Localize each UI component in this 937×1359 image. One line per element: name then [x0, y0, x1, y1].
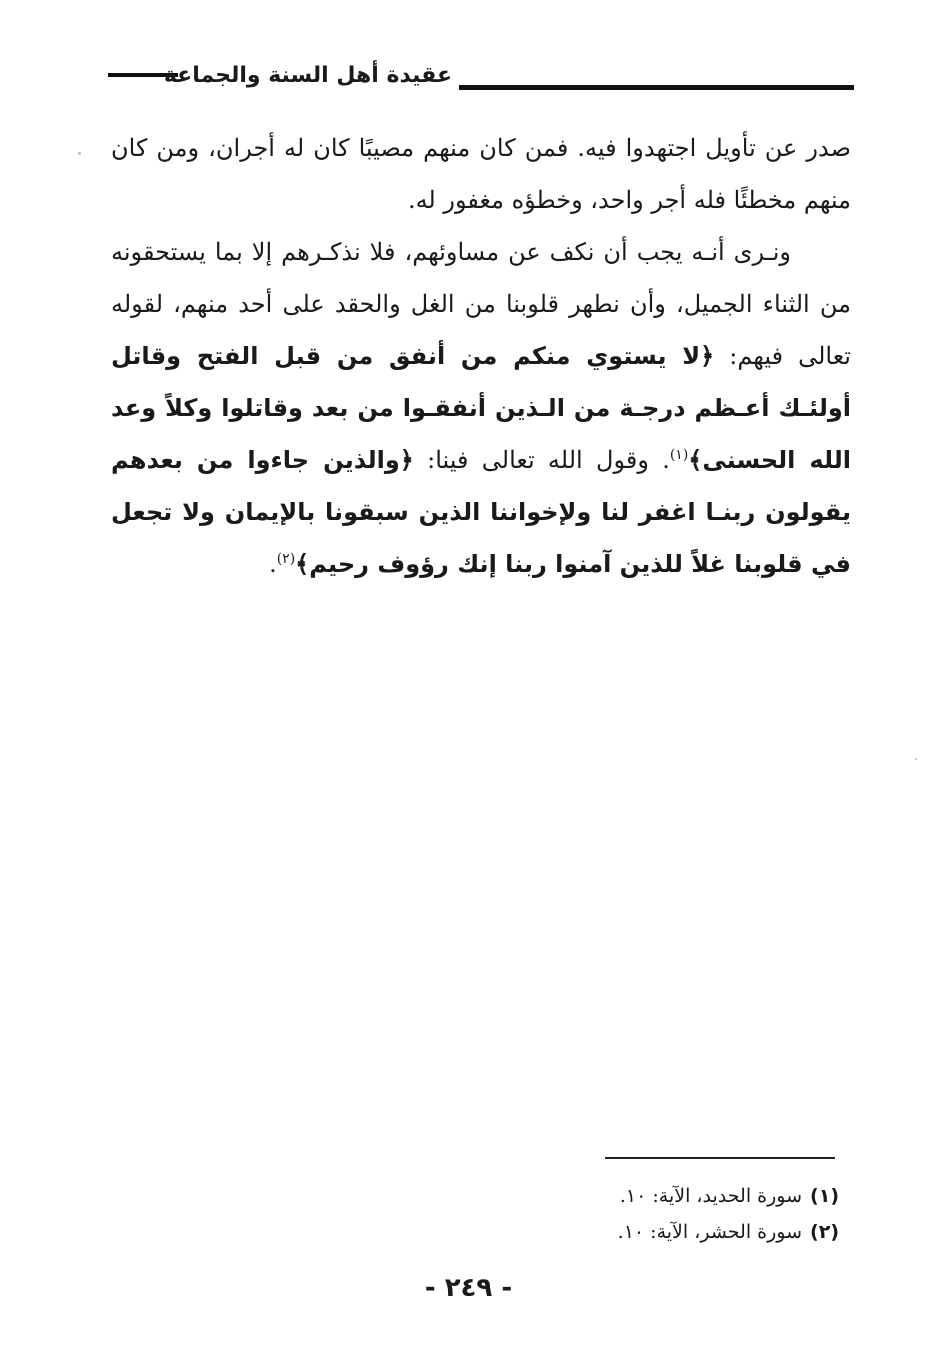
running-header: [108, 58, 854, 98]
scan-speck: [915, 758, 917, 760]
footnote-2: [339, 1214, 839, 1250]
footnote-number: (٢): [810, 1221, 839, 1243]
footnote-number: (١): [810, 1185, 839, 1207]
paragraph-2-intro: ونـرى أنـه يجب أن نكف عن مساوئهم، فلا نذكـرهم إلا بما يستحقونه من الثناء الجميل، وأن نطهر قلوبنا من الغل والحقد على أحد منهم، لقوله تعالى فيهم:: [111, 238, 851, 370]
quran-verse-2: ﴿والذين جاءوا من بعدهم يقولون ربنـا اغفر لنا ولإخواننا الذين سبقونا بالإيمان ولا تجعل في قلوبنا غلاً للذين آمنوا ربنا إنك رؤوف رحيم﴾: [111, 446, 851, 578]
footnote-1: [339, 1178, 839, 1214]
quran-verse-1: ﴿لا يستوي منكم من أنفق من قبل الفتح وقاتل أولئـك أعـظم درجـة من الـذين أنفقـوا من بعد وقاتلوا وكلاً وعد الله الحسنى﴾: [111, 342, 851, 474]
footnote-ref-1: (١): [669, 447, 689, 463]
footnotes: [339, 1178, 839, 1250]
footnote-text: سورة الحشر، الآية: ١٠.: [617, 1221, 803, 1243]
main-text: [111, 122, 851, 590]
paragraph-2-end: .: [269, 550, 277, 578]
header-title: عقيدة أهل السنة والجماعة: [163, 63, 452, 88]
page-number: - ٢٤٩ -: [424, 1273, 513, 1303]
paragraph-2-mid: . وقول الله تعالى فينا:: [427, 446, 670, 474]
paragraph-2: [111, 226, 851, 590]
paragraph-1: صدر عن تأويل اجتهدوا فيه. فمن كان منهم مصيبًا كان له أجران، ومن كان منهم مخطئًا فله أجر واحد، وخطؤه مغفور له.: [111, 134, 851, 214]
footnote-ref-2: (٢): [276, 551, 296, 567]
footnote-text: سورة الحديد، الآية: ١٠.: [619, 1185, 803, 1207]
scan-speck: [78, 152, 81, 155]
footnote-separator: [605, 1157, 835, 1159]
header-rule-right: [459, 85, 854, 90]
